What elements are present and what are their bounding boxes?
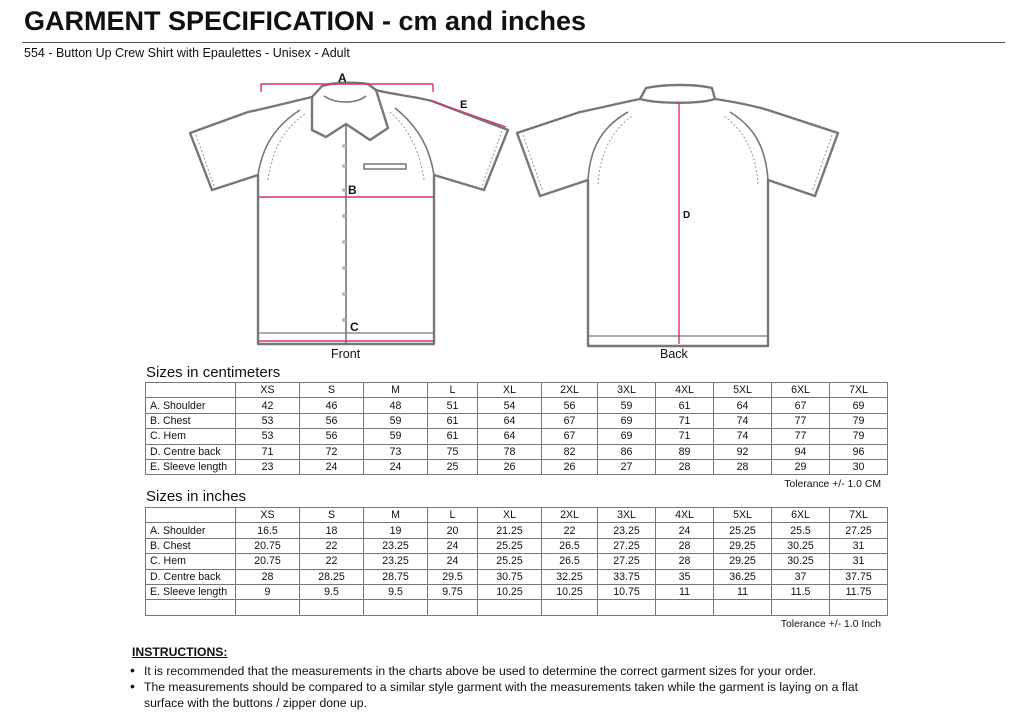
row-label: A. Shoulder xyxy=(146,523,236,538)
table-cell: 16.5 xyxy=(236,523,300,538)
row-label: D. Centre back xyxy=(146,569,236,584)
table-cell: 48 xyxy=(364,398,428,413)
row-label: E. Sleeve length xyxy=(146,584,236,599)
size-header: 2XL xyxy=(542,508,598,523)
front-collar xyxy=(312,83,388,140)
table-cell: 59 xyxy=(598,398,656,413)
table-cell: 10.25 xyxy=(542,584,598,599)
table-row xyxy=(146,538,888,553)
table-cell: 77 xyxy=(772,413,830,428)
table-cell: 10.75 xyxy=(598,584,656,599)
table-cell: 79 xyxy=(830,413,888,428)
instruction-text: The measurements should be compared to a similar style garment with the measurements taken while the garment is laying on a flat surface with the buttons / zipper done up. xyxy=(144,680,858,710)
table-cell: 86 xyxy=(598,444,656,459)
table-cell: 26 xyxy=(542,459,598,474)
table-cell: 69 xyxy=(598,413,656,428)
table-cell: 46 xyxy=(300,398,364,413)
table-row xyxy=(146,413,888,428)
size-header: XL xyxy=(478,383,542,398)
row-label: E. Sleeve length xyxy=(146,459,236,474)
back-shirt-outline xyxy=(517,99,838,346)
front-shirt-outline xyxy=(190,90,508,344)
size-header: S xyxy=(300,383,364,398)
table-row xyxy=(146,459,888,474)
size-header: XS xyxy=(236,383,300,398)
table-cell: 56 xyxy=(300,429,364,444)
product-subtitle: 554 - Button Up Crew Shirt with Epaulettes - Unisex - Adult xyxy=(24,46,350,60)
instruction-item xyxy=(130,663,870,679)
table-blank-row xyxy=(146,600,888,615)
table-cell: 24 xyxy=(428,554,478,569)
size-header: 3XL xyxy=(598,508,656,523)
inch-size-table xyxy=(145,507,888,616)
bullet-icon: • xyxy=(130,662,135,678)
table-cell: 32.25 xyxy=(542,569,598,584)
table-cell: 9.5 xyxy=(300,584,364,599)
table-cell: 20 xyxy=(428,523,478,538)
table-cell: 23.25 xyxy=(598,523,656,538)
table-cell: 28.75 xyxy=(364,569,428,584)
table-cell: 22 xyxy=(300,554,364,569)
table-header-row xyxy=(146,508,888,523)
table-cell: 71 xyxy=(656,413,714,428)
table-cell: 31 xyxy=(830,554,888,569)
measure-line-a xyxy=(261,84,433,92)
instruction-text: It is recommended that the measurements in the charts above be used to determine the correct garment sizes for your order. xyxy=(144,664,817,678)
row-label: C. Hem xyxy=(146,554,236,569)
table-cell: 79 xyxy=(830,429,888,444)
size-header: 4XL xyxy=(656,508,714,523)
table-row xyxy=(146,584,888,599)
table-cell: 69 xyxy=(830,398,888,413)
table-cell: 36.25 xyxy=(714,569,772,584)
cm-size-table xyxy=(145,382,888,475)
size-header: 5XL xyxy=(714,508,772,523)
table-cell: 20.75 xyxy=(236,538,300,553)
table-cell: 30.75 xyxy=(478,569,542,584)
instructions-heading: INSTRUCTIONS: xyxy=(132,645,228,659)
table-cell: 71 xyxy=(656,429,714,444)
table-row xyxy=(146,569,888,584)
table-cell: 67 xyxy=(542,413,598,428)
size-header: XS xyxy=(236,508,300,523)
table-cell: 37 xyxy=(772,569,830,584)
table-cell: 64 xyxy=(714,398,772,413)
table-cell: 51 xyxy=(428,398,478,413)
table-cell: 59 xyxy=(364,413,428,428)
table-cell: 61 xyxy=(428,413,478,428)
row-label: B. Chest xyxy=(146,413,236,428)
page-title: GARMENT SPECIFICATION - cm and inches xyxy=(24,6,587,36)
table-cell: 25 xyxy=(428,459,478,474)
size-header: 5XL xyxy=(714,383,772,398)
table-cell: 89 xyxy=(656,444,714,459)
label-a: A xyxy=(338,71,347,85)
table-cell: 22 xyxy=(542,523,598,538)
table-cell: 92 xyxy=(714,444,772,459)
cm-tolerance-note: Tolerance +/- 1.0 CM xyxy=(784,479,881,490)
instruction-item xyxy=(130,679,870,711)
table-cell: 69 xyxy=(598,429,656,444)
inch-tolerance-note: Tolerance +/- 1.0 Inch xyxy=(780,619,881,630)
table-cell: 26 xyxy=(478,459,542,474)
table-cell: 94 xyxy=(772,444,830,459)
table-cell: 28 xyxy=(714,459,772,474)
size-header: 4XL xyxy=(656,383,714,398)
table-cell: 11.75 xyxy=(830,584,888,599)
size-header: 6XL xyxy=(772,383,830,398)
table-cell: 11.5 xyxy=(772,584,830,599)
size-header: 2XL xyxy=(542,383,598,398)
table-cell: 64 xyxy=(478,413,542,428)
table-cell: 28 xyxy=(656,538,714,553)
size-header: M xyxy=(364,383,428,398)
table-cell: 26.5 xyxy=(542,554,598,569)
table-cell: 25.25 xyxy=(714,523,772,538)
table-cell: 56 xyxy=(300,413,364,428)
table-cell: 96 xyxy=(830,444,888,459)
table-cell: 25.25 xyxy=(478,554,542,569)
size-header: XL xyxy=(478,508,542,523)
table-cell: 19 xyxy=(364,523,428,538)
table-cell: 28.25 xyxy=(300,569,364,584)
table-cell: 72 xyxy=(300,444,364,459)
table-cell: 67 xyxy=(542,429,598,444)
size-header: 3XL xyxy=(598,383,656,398)
table-cell: 27.25 xyxy=(830,523,888,538)
row-label: B. Chest xyxy=(146,538,236,553)
table-cell: 29.25 xyxy=(714,538,772,553)
table-cell: 27 xyxy=(598,459,656,474)
table-cell: 53 xyxy=(236,429,300,444)
label-b: B xyxy=(348,183,357,197)
table-cell: 9 xyxy=(236,584,300,599)
size-header: 7XL xyxy=(830,383,888,398)
table-cell: 77 xyxy=(772,429,830,444)
cm-table-heading: Sizes in centimeters xyxy=(146,364,281,381)
table-cell: 82 xyxy=(542,444,598,459)
table-cell: 37.75 xyxy=(830,569,888,584)
row-label: A. Shoulder xyxy=(146,398,236,413)
table-row xyxy=(146,398,888,413)
table-cell: 29.5 xyxy=(428,569,478,584)
table-cell: 24 xyxy=(300,459,364,474)
table-cell: 78 xyxy=(478,444,542,459)
table-cell: 56 xyxy=(542,398,598,413)
table-cell: 22 xyxy=(300,538,364,553)
size-header: S xyxy=(300,508,364,523)
table-cell: 61 xyxy=(428,429,478,444)
table-cell: 30 xyxy=(830,459,888,474)
table-cell: 30.25 xyxy=(772,538,830,553)
size-header: M xyxy=(364,508,428,523)
table-cell: 26.5 xyxy=(542,538,598,553)
table-cell: 35 xyxy=(656,569,714,584)
table-cell: 11 xyxy=(714,584,772,599)
table-cell: 53 xyxy=(236,413,300,428)
table-cell: 29 xyxy=(772,459,830,474)
table-cell: 27.25 xyxy=(598,554,656,569)
table-cell: 29.25 xyxy=(714,554,772,569)
table-cell: 74 xyxy=(714,429,772,444)
table-cell: 27.25 xyxy=(598,538,656,553)
size-header: L xyxy=(428,508,478,523)
table-cell: 9.5 xyxy=(364,584,428,599)
bullet-icon: • xyxy=(130,678,135,694)
back-view-caption: Back xyxy=(660,347,688,361)
table-cell: 23.25 xyxy=(364,538,428,553)
label-c: C xyxy=(350,320,359,334)
inch-table-heading: Sizes in inches xyxy=(146,488,247,505)
table-row xyxy=(146,523,888,538)
table-cell: 73 xyxy=(364,444,428,459)
row-label: C. Hem xyxy=(146,429,236,444)
table-cell: 71 xyxy=(236,444,300,459)
label-d: D xyxy=(683,210,691,221)
table-cell: 23.25 xyxy=(364,554,428,569)
table-cell: 61 xyxy=(656,398,714,413)
size-header: 7XL xyxy=(830,508,888,523)
row-label: D. Centre back xyxy=(146,444,236,459)
table-cell: 64 xyxy=(478,429,542,444)
table-corner-cell xyxy=(146,383,236,398)
table-cell: 28 xyxy=(236,569,300,584)
table-corner-cell xyxy=(146,508,236,523)
table-cell: 54 xyxy=(478,398,542,413)
table-cell: 59 xyxy=(364,429,428,444)
table-cell: 24 xyxy=(656,523,714,538)
table-cell: 42 xyxy=(236,398,300,413)
table-row xyxy=(146,429,888,444)
table-row xyxy=(146,554,888,569)
table-header-row xyxy=(146,383,888,398)
table-cell: 31 xyxy=(830,538,888,553)
table-cell: 9.75 xyxy=(428,584,478,599)
table-cell: 24 xyxy=(428,538,478,553)
table-cell: 25.25 xyxy=(478,538,542,553)
table-row xyxy=(146,444,888,459)
table-cell: 33.75 xyxy=(598,569,656,584)
table-cell: 21.25 xyxy=(478,523,542,538)
table-cell: 28 xyxy=(656,459,714,474)
table-cell: 11 xyxy=(656,584,714,599)
table-cell: 74 xyxy=(714,413,772,428)
table-cell: 18 xyxy=(300,523,364,538)
table-cell: 25.5 xyxy=(772,523,830,538)
table-cell: 28 xyxy=(656,554,714,569)
table-cell: 24 xyxy=(364,459,428,474)
table-cell: 20.75 xyxy=(236,554,300,569)
back-collar xyxy=(640,85,715,103)
table-cell: 30.25 xyxy=(772,554,830,569)
measure-line-e xyxy=(434,102,506,127)
table-cell: 75 xyxy=(428,444,478,459)
front-view-caption: Front xyxy=(331,347,361,361)
table-cell: 67 xyxy=(772,398,830,413)
table-cell: 23 xyxy=(236,459,300,474)
size-header: L xyxy=(428,383,478,398)
label-e: E xyxy=(460,99,468,111)
size-header: 6XL xyxy=(772,508,830,523)
table-cell: 10.25 xyxy=(478,584,542,599)
